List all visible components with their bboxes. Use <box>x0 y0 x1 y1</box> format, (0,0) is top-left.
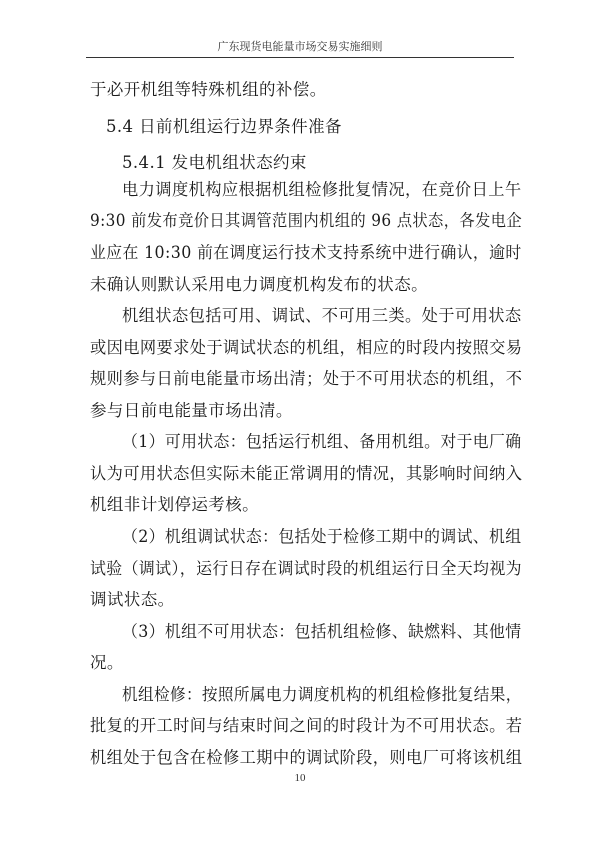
section-heading: 5.4 日前机组运行边界条件准备 <box>106 117 342 136</box>
text-line: （3）机组不可用状态：包括机组检修、缺燃料、其他情 <box>122 622 522 641</box>
text-line: 机组处于包含在检修工期中的调试阶段，则电厂可将该机组 <box>90 748 523 767</box>
text-line: 认为可用状态但实际未能正常调用的情况，其影响时间纳入 <box>90 464 523 483</box>
text-line: 况。 <box>90 653 124 672</box>
text-line: 调试状态。 <box>90 590 175 609</box>
text-line: 9:30 前发布竞价日其调管范围内机组的 96 点状态，各发电企 <box>90 211 523 230</box>
text-line: 或因电网要求处于调试状态的机组，相应的时段内按照交易 <box>90 338 523 357</box>
text-line: 机组非计划停运考核。 <box>90 495 259 514</box>
text-line: 电力调度机构应根据机组检修批复情况，在竞价日上午 <box>122 180 522 199</box>
text-line: 未确认则默认采用电力调度机构发布的状态。 <box>90 275 428 294</box>
header-divider <box>86 57 514 58</box>
text-line: （2）机组调试状态：包括处于检修工期中的调试、机组 <box>122 527 522 546</box>
text-line: 于必开机组等特殊机组的补偿。 <box>90 80 327 99</box>
text-line: 机组检修：按照所属电力调度机构的机组检修批复结果， <box>122 685 522 704</box>
text-line: 机组状态包括可用、调试、不可用三类。处于可用状态 <box>122 306 522 325</box>
text-line: （1）可用状态：包括运行机组、备用机组。对于电厂确 <box>122 432 522 451</box>
text-line: 试验（调试），运行日存在调试时段的机组运行日全天均视为 <box>90 559 522 578</box>
text-line: 参与日前电能量市场出清。 <box>90 401 293 420</box>
text-line: 批复的开工时间与结束时间之间的时段计为不可用状态。若 <box>90 716 523 735</box>
text-line: 规则参与日前电能量市场出清；处于不可用状态的机组，不 <box>90 369 523 388</box>
page-header: 广东现货电能量市场交易实施细则 <box>217 40 383 53</box>
page-number: 10 <box>294 772 306 784</box>
text-line: 业应在 10:30 前在调度运行技术支持系统中进行确认，逾时 <box>90 243 522 262</box>
subsection-heading: 5.4.1 发电机组状态约束 <box>122 153 307 172</box>
